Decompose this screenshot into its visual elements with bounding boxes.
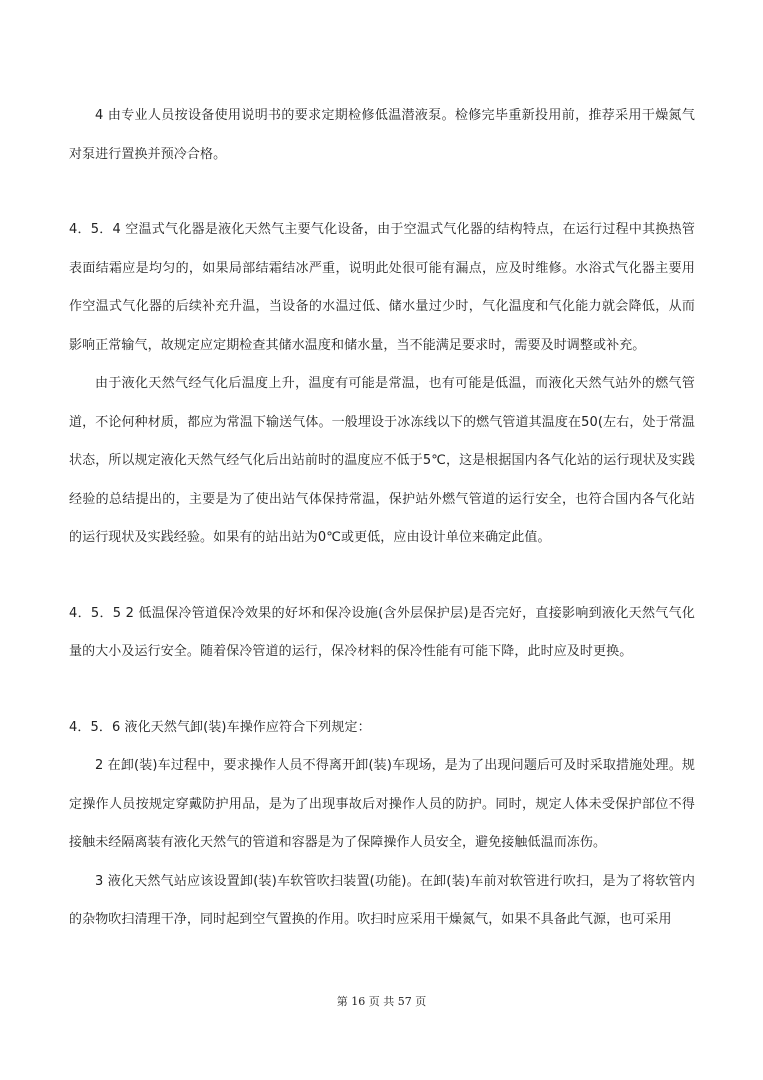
paragraph-unloading-operation: 2 在卸(装)车过程中，要求操作人员不得离开卸(装)车现场，是为了出现问题后可及时采取措施处理。规定操作人员按规定穿戴防护用品，是为了出现事故后对操作人员的防护。同时，规定人体未受保护部位不得接触未经隔离装有液化天然气的管道和容器是为了保障操作人员安全，避免接触低温而冻伤。: [69, 758, 695, 850]
paragraph-4-5-6-heading: 4．5．6 液化天然气卸(装)车操作应符合下列规定：: [69, 719, 371, 735]
paragraph-4-5-5-insulation: 4．5．5 2 低温保冷管道保冷效果的好坏和保冷设施(含外层保护层)是否完好，直接影响到液化天然气气化量的大小及运行安全。随着保冷管道的运行，保冷材料的保冷性能有可能下降，此时应及时更换。: [69, 605, 695, 659]
document-body: [69, 97, 695, 940]
page-number-footer: 第 16 页 共 57 页: [336, 995, 427, 1008]
paragraph-4-5-4-vaporizer: 4．5．4 空温式气化器是液化天然气主要气化设备，由于空温式气化器的结构特点，在运行过程中其换热管表面结霜应是均匀的，如果局部结霜结冰严重，说明此处很可能有漏点，应及时维修。水浴式气化器主要用作空温式气化器的后续补充升温，当设备的水温过低、储水量过少时，气化温度和气化能力就会降低，从而影响正常输气，故规定应定期检查其储水温度和储水量，当不能满足要求时，需要及时调整或补充。: [69, 222, 695, 353]
paragraph-hose-purge: 3 液化天然气站应该设置卸(装)车软管吹扫装置(功能)。在卸(装)车前对软管进行吹扫，是为了将软管内的杂物吹扫清理干净，同时起到空气置换的作用。吹扫时应采用干燥氮气，如果不具备此气源，也可采用: [69, 873, 695, 927]
paragraph-4-pump-maintenance: 4 由专业人员按设备使用说明书的要求定期检修低温潜液泵。检修完毕重新投用前，推荐采用干燥氮气对泵进行置换并预冷合格。: [69, 108, 695, 162]
paragraph-outlet-temperature: 由于液化天然气经气化后温度上升，温度有可能是常温，也有可能是低温，而液化天然气站外的燃气管道，不论何种材质，都应为常温下输送气体。一般埋设于冰冻线以下的燃气管道其温度在50(左右，处于常温状态，所以规定液化天然气经气化后出站前时的温度应不低于5℃，这是根据国内各气化站的运行现状及实践经验的总结提出的，主要是为了使出站气体保持常温，保护站外燃气管道的运行安全，也符合国内各气化站的运行现状及实践经验。如果有的站出站为0℃或更低，应由设计单位来确定此值。: [69, 376, 695, 545]
